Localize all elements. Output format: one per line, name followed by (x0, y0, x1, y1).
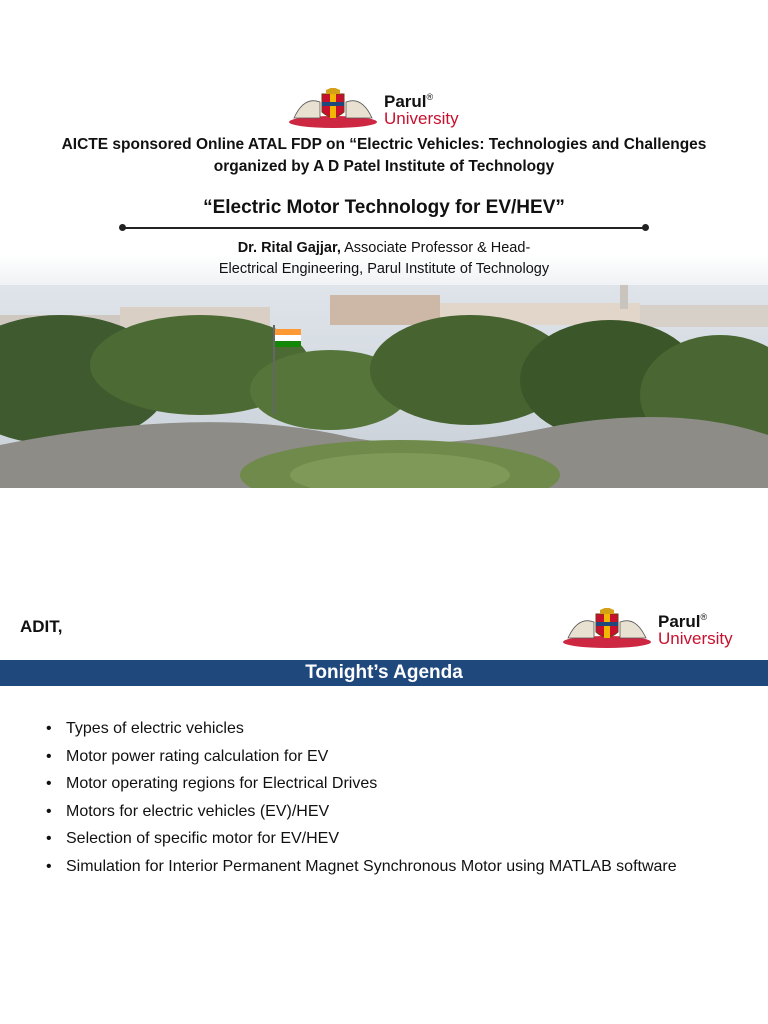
parul-university-logo (286, 88, 459, 132)
agenda-item: • Motor power rating calculation for EV (44, 746, 724, 768)
campus-panorama-image (0, 285, 768, 488)
agenda-title: Tonight’s Agenda (305, 662, 463, 683)
registered-mark: ® (426, 92, 434, 102)
speaker-department: Electrical Engineering, Parul Institute of Technology (218, 261, 550, 277)
crest-icon (286, 88, 380, 132)
agenda-item: • Types of electric vehicles (44, 718, 724, 740)
agenda-list (44, 718, 724, 884)
speaker-line (0, 238, 768, 258)
org-label: ADIT, (20, 617, 63, 636)
registered-mark: ® (700, 612, 708, 622)
logo-word-university: University (658, 629, 733, 648)
speaker-name: Dr. Rital Gajjar, (237, 240, 341, 256)
agenda-item: • Motors for electric vehicles (EV)/HEV (44, 801, 724, 823)
logo-word-parul: Parul (658, 612, 701, 631)
agenda-item: • Selection of specific motor for EV/HEV (44, 828, 724, 850)
divider-rule (122, 227, 646, 229)
logo-word-parul: Parul (384, 92, 427, 111)
fdp-title-line1: AICTE sponsored Online ATAL FDP on “Electric Vehicles: Technologies and Challenges (61, 136, 707, 153)
speaker-role: Associate Professor & Head- (340, 240, 531, 256)
title-slide (0, 55, 768, 488)
logo-word-university: University (384, 109, 459, 128)
fdp-title-line2: organized by A D Patel Institute of Technology (213, 158, 555, 175)
agenda-item: • Motor operating regions for Electrical Drives (44, 773, 724, 795)
crest-icon (560, 608, 654, 652)
parul-university-logo-small (560, 608, 733, 652)
talk-title: “Electric Motor Technology for EV/HEV” (203, 197, 565, 218)
agenda-item: • Simulation for Interior Permanent Magnet Synchronous Motor using MATLAB software (44, 856, 724, 878)
